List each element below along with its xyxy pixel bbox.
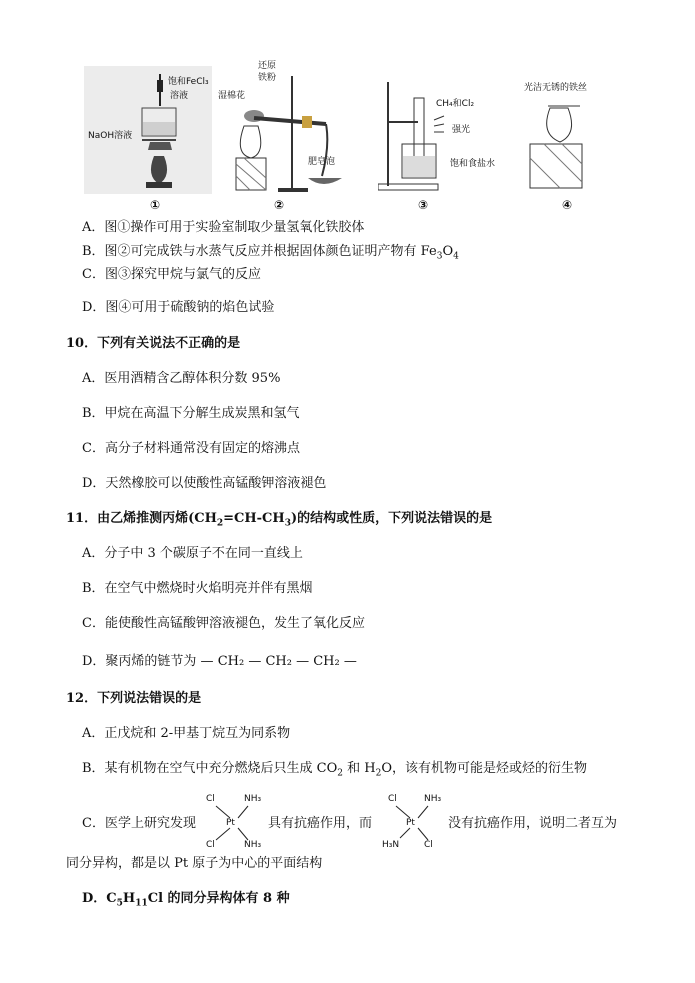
- q10-option-a: A．医用酒精含乙醇体积分数 95%: [82, 371, 281, 386]
- fig1-label-left: NaOH溶液: [88, 131, 133, 141]
- mol2-nh3-top: NH₃: [424, 794, 442, 804]
- q12-option-c-cont: 同分异构，都是以 Pt 原子为中心的平面结构: [66, 856, 323, 871]
- fig1-number: ①: [150, 198, 161, 212]
- q9-option-b: [82, 243, 459, 266]
- q12-d-s2: 11: [135, 898, 148, 909]
- molecule-1: [202, 792, 268, 854]
- q12-d-pre: D．C: [82, 891, 117, 906]
- q11-stem-mid: =CH-CH: [223, 511, 285, 526]
- q12-b-pre: B．某有机物在空气中充分燃烧后只生成 CO: [82, 761, 338, 776]
- q11-stem: [66, 510, 492, 533]
- fig1-label-top2: 溶液: [170, 91, 189, 101]
- q11-stem-s1: 2: [216, 518, 224, 529]
- q11-option-b: B．在空气中燃烧时火焰明亮并伴有黑烟: [82, 581, 313, 596]
- q12-option-d: [82, 890, 290, 913]
- mol2-h3n-bot: H₃N: [382, 840, 400, 850]
- fig4-label-a: 光洁无锈的铁丝: [524, 83, 588, 93]
- figure-2-drawing: [218, 66, 368, 196]
- q9-b-text: B．图②可完成铁与水蒸气反应并根据固体颜色证明产物有 Fe: [82, 244, 437, 259]
- fig3-number: ③: [418, 198, 429, 212]
- figure-1: [84, 66, 212, 194]
- q9-option-d: D．图④可用于硫酸钠的焰色试验: [82, 300, 275, 315]
- q9-option-c: C．图③探究甲烷与氯气的反应: [82, 267, 261, 282]
- figure-4-drawing: [520, 78, 630, 196]
- fig2-label-b1: 还原: [258, 61, 277, 71]
- q12-stem: 12．下列说法错误的是: [66, 691, 202, 706]
- mol1-nh3-top: NH₃: [244, 794, 262, 804]
- figure-3: [378, 78, 518, 196]
- q11-option-d: D．聚丙烯的链节为 — CH₂ — CH₂ — CH₂ —: [82, 654, 357, 669]
- q12-option-a: A．正戊烷和 2-甲基丁烷互为同系物: [82, 726, 291, 741]
- mol2-pt: Pt: [406, 818, 415, 828]
- q12-b-post: O，该有机物可能是烃或烃的衍生物: [381, 761, 588, 776]
- q12-b-mid: 和 H: [343, 761, 376, 776]
- q12-d-post: Cl 的同分异构体有 8 种: [147, 891, 290, 906]
- molecule-2: [382, 792, 448, 854]
- q12-option-b: [82, 760, 587, 783]
- q12-b-s2: 2: [375, 768, 382, 779]
- mol2-cl-bot: Cl: [424, 840, 433, 850]
- q12-option-c-pre: C．医学上研究发现: [82, 816, 196, 831]
- q12-option-c-mid: 具有抗癌作用，而: [268, 816, 373, 831]
- q9-b-sub1: 3: [436, 251, 443, 262]
- fig4-number: ④: [562, 198, 573, 212]
- q9-option-a: A．图①操作可用于实验室制取少量氢氧化铁胶体: [82, 220, 365, 235]
- figure-4: [520, 78, 630, 196]
- q11-option-c: C．能使酸性高锰酸钾溶液褪色，发生了氧化反应: [82, 616, 365, 631]
- fig3-label-a: CH₄和Cl₂: [436, 99, 475, 109]
- q10-option-d: D．天然橡胶可以使酸性高锰酸钾溶液褪色: [82, 476, 327, 491]
- q12-b-s1: 2: [337, 768, 344, 779]
- figure-2: [218, 61, 368, 196]
- fig2-label-b2: 铁粉: [258, 73, 277, 83]
- mol1-cl-top: Cl: [206, 794, 215, 804]
- q10-option-c: C．高分子材料通常没有固定的熔沸点: [82, 441, 300, 456]
- q11-stem-s2: 3: [284, 518, 291, 529]
- mol1-cl-bot: Cl: [206, 840, 215, 850]
- fig3-label-c: 饱和食盐水: [450, 159, 496, 169]
- q10-option-b: B．甲烷在高温下分解生成炭黑和氢气: [82, 406, 300, 421]
- mol1-pt: Pt: [226, 818, 235, 828]
- mol1-nh3-bot: NH₃: [244, 840, 262, 850]
- q9-b-mid: O: [442, 244, 454, 259]
- q12-option-c-post: 没有抗癌作用，说明二者互为: [448, 816, 618, 831]
- q11-stem-pre: 11．由乙烯推测丙烯(CH: [66, 511, 217, 526]
- fig1-label-top1: 饱和FeCl₃: [168, 77, 209, 87]
- q10-stem: 10．下列有关说法不正确的是: [66, 336, 241, 351]
- q12-d-mid: H: [122, 891, 136, 906]
- fig3-label-b: 强光: [452, 125, 471, 135]
- q11-option-a: A．分子中 3 个碳原子不在同一直线上: [82, 546, 303, 561]
- q12-d-s1: 5: [116, 898, 123, 909]
- fig2-label-a: 湿棉花: [218, 91, 246, 101]
- mol2-cl-top: Cl: [388, 794, 397, 804]
- q11-stem-post: )的结构或性质，下列说法错误的是: [290, 511, 493, 526]
- fig2-number: ②: [274, 198, 285, 212]
- fig2-label-c: 肥皂泡: [308, 157, 336, 167]
- q9-b-sub2: 4: [453, 251, 459, 262]
